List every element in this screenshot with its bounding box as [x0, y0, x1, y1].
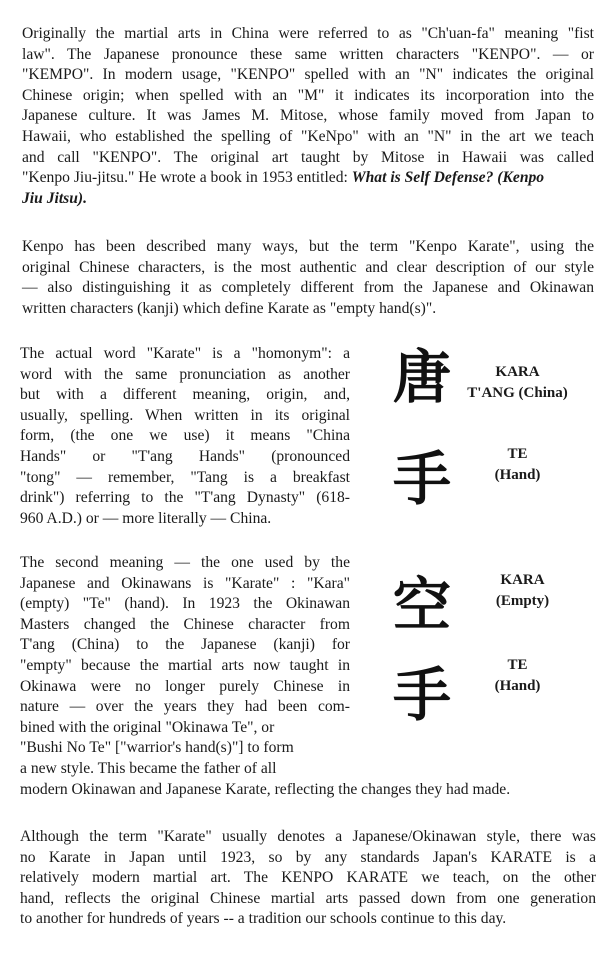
- gloss-line: TE: [507, 657, 528, 673]
- gloss-line: KARA: [500, 572, 545, 588]
- text-run: "Kenpo Jiu-jitsu." He wrote a book in 1953 entitled:: [22, 169, 352, 187]
- text-line: form, (the one we use) it means "China: [20, 427, 350, 445]
- text-line: but with a different meaning, origin, and,: [20, 386, 350, 404]
- text-line: "empty" because the martial arts now taught in: [20, 656, 350, 674]
- text-line: Although the term "Karate" usually denotes a Japanese/Okinawan style, there was: [20, 828, 596, 845]
- text-line: Hands" or "T'ang Hands" (pronounced: [20, 447, 350, 465]
- kanji-tang: 唐: [392, 343, 451, 411]
- kanji-kara-empty: 空: [392, 571, 451, 639]
- text-line: 960 A.D.) or — more literally — China.: [20, 509, 272, 527]
- gloss-line: (Empty): [495, 593, 550, 609]
- text-line: Kenpo has been described many ways, but the term "Kenpo Karate", using the: [22, 238, 594, 255]
- gloss-te-2: [470, 655, 565, 697]
- paragraph-homonym: [20, 344, 350, 529]
- text-line: The actual word "Karate" is a "homonym": a: [20, 345, 350, 362]
- text-line: Hawaii, who established the spelling of "KeNpo" with an "N" in the art we teach: [22, 127, 594, 145]
- text-line: Chinese origin; when spelled with an "M" it indicates its incorporation into the: [22, 86, 594, 104]
- text-line: The second meaning — the one used by the: [20, 554, 350, 571]
- text-line: to another for hundreds of years -- a tradition our schools continue to this day.: [20, 910, 507, 928]
- paragraph-kenpo-tradition: [20, 827, 596, 930]
- text-line: drink") referring to the "T'ang Dynasty" (618-: [20, 489, 350, 507]
- text-line: Japanese and Okinawans is "Karate" : "Kara": [20, 574, 350, 592]
- paragraph-origins: [22, 24, 594, 209]
- text-line: original Chinese characters, is the most authentic and clear description of our style: [22, 258, 594, 276]
- text-line: nature — over the years they had been com-: [20, 698, 350, 716]
- gloss-line: T'ANG (China): [467, 385, 568, 401]
- gloss-te: [470, 444, 565, 486]
- text-line: word with the same pronunciation as another: [20, 365, 350, 383]
- book-title: What is Self Defense? (Kenpo: [351, 169, 545, 187]
- gloss-kara: [470, 570, 575, 612]
- paragraph-second-meaning: [20, 553, 511, 800]
- text-line: T'ang (China) to the Japanese (kanji) for: [20, 636, 350, 654]
- text-line: [22, 168, 594, 189]
- gloss-line: (Hand): [494, 678, 541, 694]
- text-line: law". The Japanese pronounce these same written characters "KENPO". — or: [22, 45, 594, 63]
- text-line: — also distinguishing it as completely different from the Japanese and Okinawan: [22, 279, 594, 297]
- text-line: and call "KENPO". The original art taught by Mitose in Hawaii was called: [22, 148, 594, 166]
- text-line: Originally the martial arts in China were referred to as "Ch'uan-fa" meaning "fist: [22, 25, 594, 42]
- gloss-tang: [450, 362, 585, 404]
- text-line: bined with the original "Okinawa Te", or: [20, 718, 275, 736]
- text-line: no Karate in Japan until 1923, so by any standards Japan's KARATE is a: [20, 848, 596, 866]
- text-line: [22, 189, 594, 210]
- text-line: usually, spelling. When written in its original: [20, 406, 350, 424]
- text-line: (empty) "Te" (hand). In 1923 the Okinawan: [20, 595, 350, 613]
- paragraph-kenpo-karate: [22, 237, 594, 319]
- text-line: a new style. This became the father of all: [20, 759, 277, 777]
- text-line: relatively modern martial art. The KENPO KARATE we teach, on the other: [20, 869, 596, 887]
- text-line: "tong" — remember, "Tang is a breakfast: [20, 468, 350, 486]
- text-line: written characters (kanji) which define Karate as "empty hand(s)".: [22, 299, 437, 317]
- text-line: "KEMPO". In modern usage, "KENPO" spelled with an "N" indicates the original: [22, 66, 594, 84]
- gloss-line: KARA: [495, 364, 540, 380]
- text-line: Japanese culture. It was James M. Mitose, whose family moved from Japan to: [22, 107, 594, 125]
- text-line: "Bushi No Te" ["warrior's hand(s)"] to form: [20, 739, 294, 757]
- text-line: modern Okinawan and Japanese Karate, reflecting the changes they had made.: [20, 780, 511, 798]
- kanji-te-hand-2: 手: [392, 661, 451, 729]
- text-line: Okinawa were no longer purely Chinese in: [20, 677, 350, 695]
- gloss-line: TE: [507, 446, 528, 462]
- book-title-continued: Jiu Jitsu).: [22, 189, 87, 207]
- gloss-line: (Hand): [494, 467, 541, 483]
- text-line: hand, reflects the original Chinese martial arts passed down from one generation: [20, 889, 596, 907]
- kanji-te-hand: 手: [392, 445, 451, 513]
- text-line: Masters changed the Chinese character from: [20, 615, 350, 633]
